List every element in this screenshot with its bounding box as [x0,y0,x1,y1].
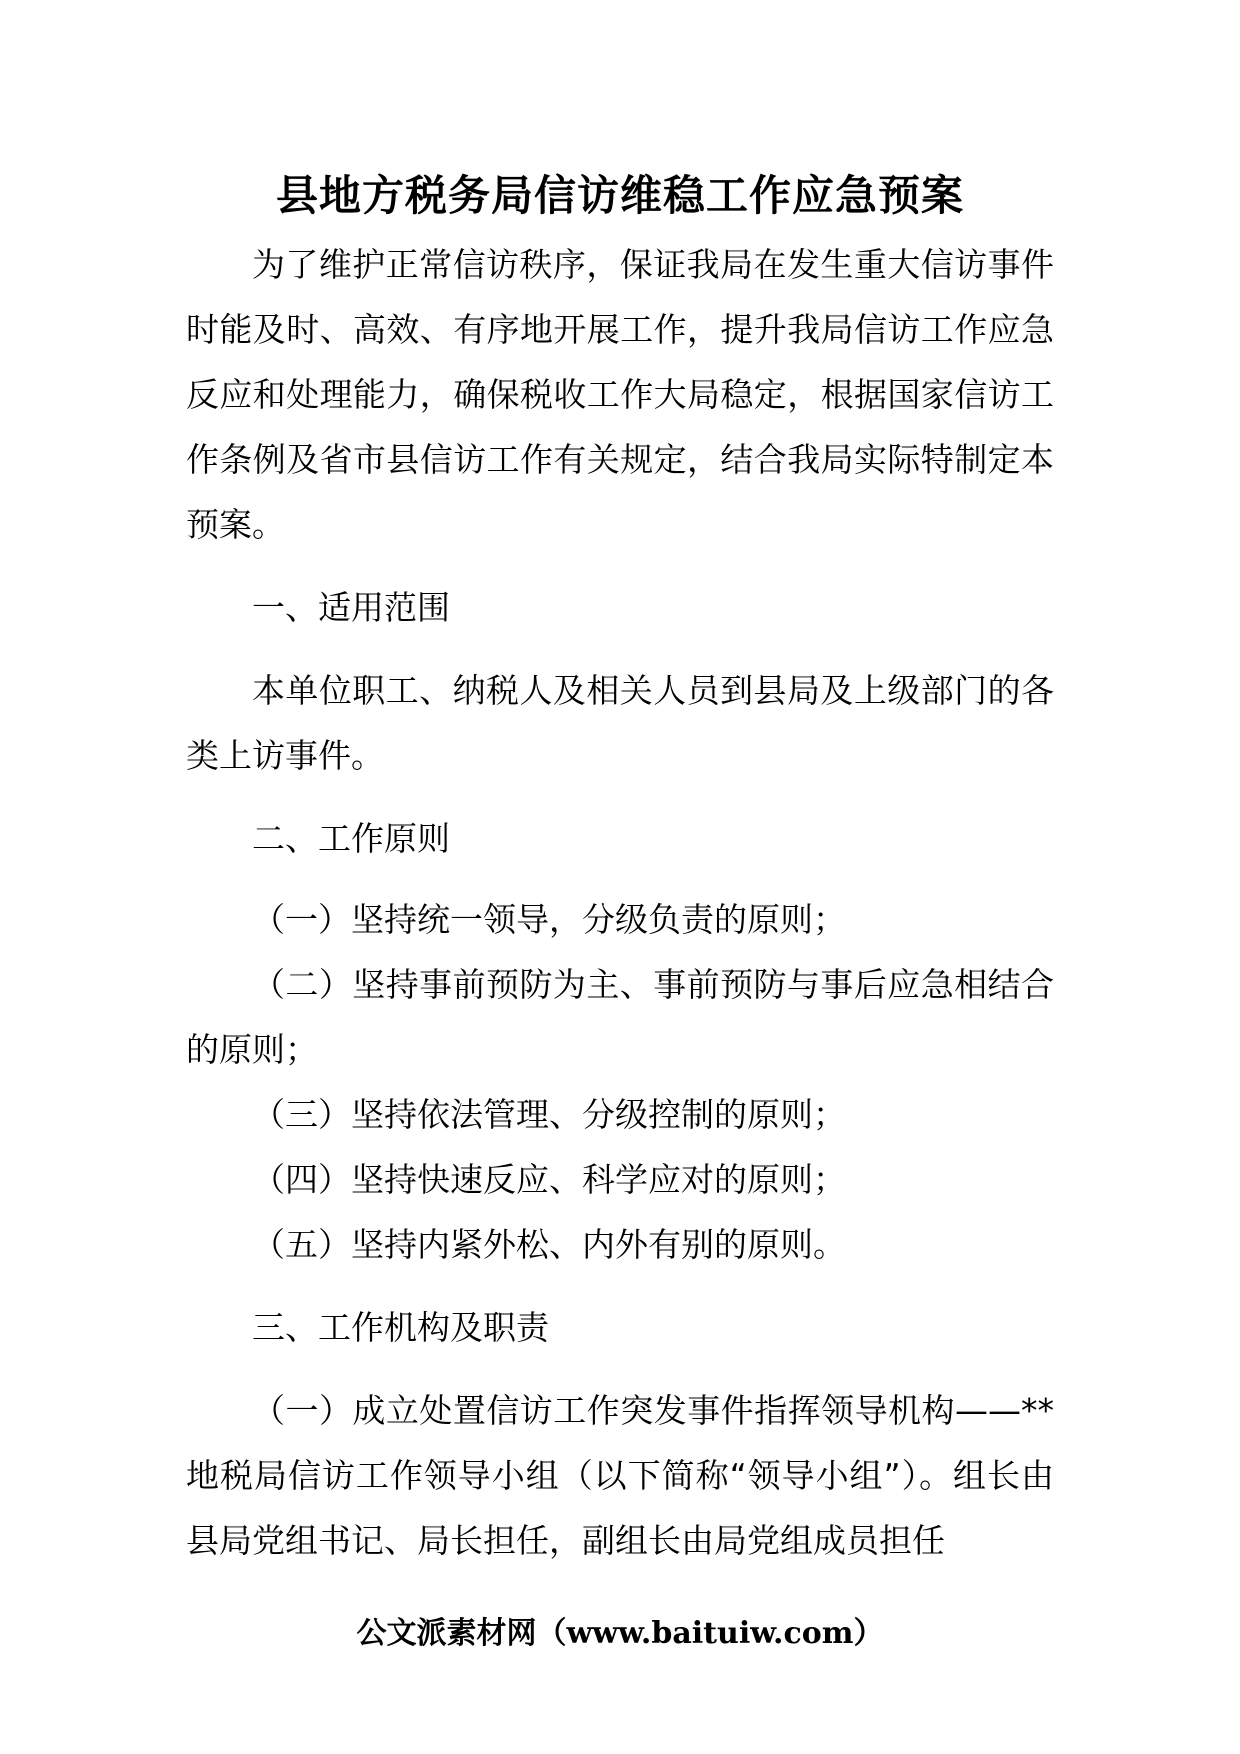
organization-paragraph: （一）成立处置信访工作突发事件指挥领导机构——**地税局信访工作领导小组（以下简称“领导小组”）。组长由县局党组书记、局长担任，副组长由局党组成员担任 [186,1391,1054,1560]
section-heading-scope: 一、适用范围 [252,588,450,627]
principle-item-5: （五）坚持内紧外松、内外有别的原则。 [252,1225,846,1264]
section-heading-organization: 三、工作机构及职责 [252,1308,549,1347]
principle-item-3: （三）坚持依法管理、分级控制的原则； [252,1095,846,1134]
footer-source: 公文派素材网（www.baituiw.com） [356,1616,884,1651]
section-heading-principles: 二、工作原则 [252,819,450,858]
scope-paragraph: 本单位职工、纳税人及相关人员到县局及上级部门的各类上访事件。 [186,671,1054,775]
principle-item-1: （一）坚持统一领导，分级负责的原则； [252,900,846,939]
intro-paragraph: 为了维护正常信访秩序，保证我局在发生重大信访事件时能及时、高效、有序地开展工作，提升我局信访工作应急反应和处理能力，确保税收工作大局稳定，根据国家信访工作条例及省市县信访工作有关规定，结合我局实际特制定本预案。 [186,245,1054,544]
principle-item-4: （四）坚持快速反应、科学应对的原则； [252,1160,846,1199]
document-title: 县地方税务局信访维稳工作应急预案 [275,171,964,220]
principle-item-2: （二）坚持事前预防为主、事前预防与事后应急相结合的原则； [186,965,1054,1069]
document-body [186,232,1054,1573]
